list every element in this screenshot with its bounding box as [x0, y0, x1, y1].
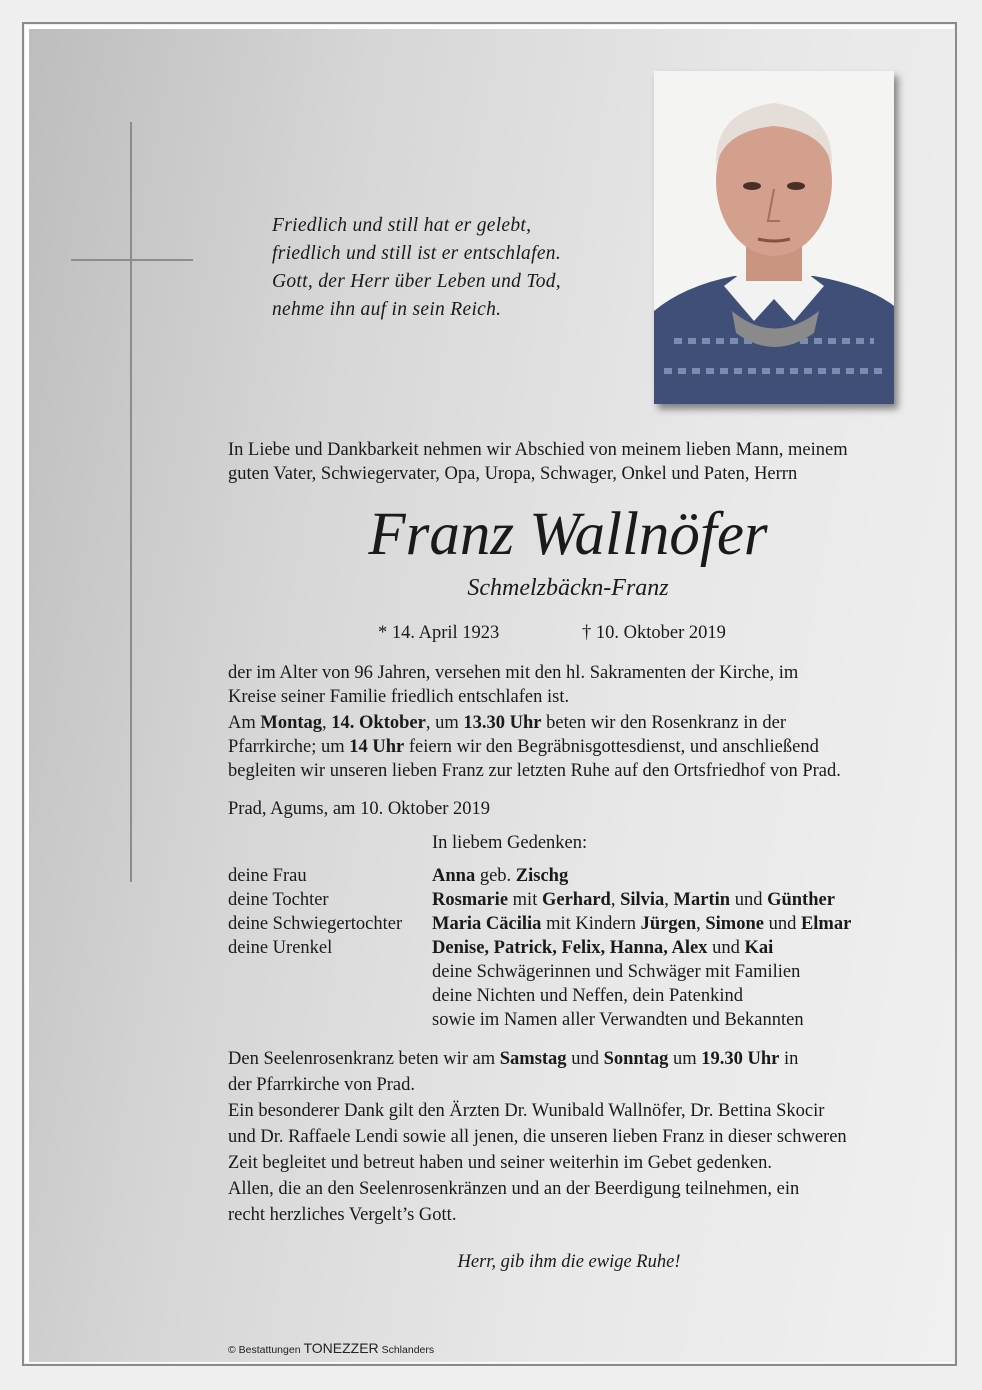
n: Rosmarie	[432, 890, 509, 910]
family-labels	[228, 864, 402, 960]
family-row: deine Nichten und Neffen, dein Patenkind	[432, 986, 743, 1006]
family-label: deine Urenkel	[228, 938, 333, 958]
cross-icon-horizontal	[71, 259, 193, 261]
age-text	[228, 661, 910, 709]
closing-prayer: Herr, gib ihm die ewige Ruhe!	[457, 1252, 681, 1272]
t: Am	[228, 713, 261, 733]
service-text	[228, 711, 910, 783]
t: und	[707, 938, 745, 958]
birth-date: * 14. April 1923	[378, 623, 500, 643]
n: Gerhard	[541, 890, 611, 910]
service-day: Montag	[260, 713, 323, 733]
t: und	[730, 890, 768, 910]
closing-text	[228, 1046, 910, 1228]
intro-line: guten Vater, Schwiegervater, Opa, Uropa, Schwager, Onkel und Paten, Herrn	[228, 464, 798, 484]
text-line	[228, 1046, 910, 1072]
family-row: deine Schwägerinnen und Schwäger mit Familien	[432, 962, 801, 982]
t: , um	[425, 713, 464, 733]
t: Pfarrkirche; um	[228, 737, 350, 757]
portrait-photo	[654, 71, 894, 404]
quote-line: friedlich und still ist er entschlafen.	[272, 243, 562, 264]
text-line: Ein besonderer Dank gilt den Ärzten Dr. Wunibald Wallnöfer, Dr. Bettina Skocir	[228, 1101, 825, 1121]
t: geb.	[475, 866, 516, 886]
n: Zischg	[515, 866, 569, 886]
text-line: der im Alter von 96 Jahren, versehen mit den hl. Sakramenten der Kirche, im	[228, 663, 799, 683]
quote-line: Gott, der Herr über Leben und Tod,	[272, 271, 561, 292]
rosary-time: 13.30 Uhr	[463, 713, 542, 733]
n: Maria Cäcilia	[432, 914, 542, 934]
family-row	[432, 936, 851, 960]
t: mit Kindern	[541, 914, 641, 934]
family-row	[432, 912, 851, 936]
t: mit	[508, 890, 542, 910]
n: Martin	[673, 890, 731, 910]
mass-time: 14 Uhr	[349, 737, 405, 757]
text-line	[228, 735, 910, 759]
t: beten wir den Rosenkranz in der	[541, 713, 787, 733]
family-row: sowie im Namen aller Verwandten und Bekannten	[432, 1010, 804, 1030]
t: © Bestattungen	[228, 1344, 304, 1356]
footer-credit	[228, 1340, 434, 1356]
intro-text	[228, 438, 910, 486]
text-line: Zeit begleitet und betreut haben und seiner weiterhin im Gebet gedenken.	[228, 1153, 773, 1173]
family-label: deine Frau	[228, 866, 307, 886]
quote-line: Friedlich und still hat er gelebt,	[272, 215, 532, 236]
n: Jürgen	[640, 914, 697, 934]
n: Anna	[432, 866, 476, 886]
t: um	[668, 1049, 702, 1069]
funeral-home-brand: TONEZZER	[303, 1340, 379, 1356]
in-memory-heading: In liebem Gedenken:	[432, 833, 588, 853]
intro-line: In Liebe und Dankbarkeit nehmen wir Abschied von meinem lieben Mann, meinem	[228, 440, 848, 460]
text-line: recht herzliches Vergelt’s Gott.	[228, 1205, 457, 1225]
t: und	[566, 1049, 604, 1069]
service-date: 14. Oktober	[331, 713, 426, 733]
n: Denise, Patrick, Felix, Hanna, Alex	[432, 938, 708, 958]
quote-line: nehme ihn auf in sein Reich.	[272, 299, 502, 320]
text-line: und Dr. Raffaele Lendi sowie all jenen, die unseren lieben Franz in dieser schweren	[228, 1127, 847, 1147]
n: Samstag	[499, 1049, 567, 1069]
quote	[272, 212, 561, 324]
nickname: Schmelzbäckn-Franz	[467, 575, 669, 601]
t: ,	[322, 713, 332, 733]
family-names	[432, 864, 851, 1032]
text-line: begleiten wir unseren lieben Franz zur letzten Ruhe auf den Ortsfriedhof von Prad.	[228, 761, 841, 781]
family-label: deine Tochter	[228, 890, 329, 910]
t: ,	[610, 890, 621, 910]
family-row	[432, 864, 851, 888]
deceased-name: Franz Wallnöfer	[368, 501, 768, 568]
n: Elmar	[800, 914, 852, 934]
t: ,	[696, 914, 706, 934]
n: 19.30 Uhr	[701, 1049, 780, 1069]
text-line: Allen, die an den Seelenrosenkränzen und an der Beerdigung teilnehmen, ein	[228, 1179, 800, 1199]
family-label: deine Schwiegertochter	[228, 914, 403, 934]
n: Silvia	[620, 890, 665, 910]
text-line: Kreise seiner Familie friedlich entschlafen ist.	[228, 687, 570, 707]
family-row	[432, 888, 851, 912]
text-line	[228, 711, 910, 735]
t: in	[779, 1049, 799, 1069]
place-date: Prad, Agums, am 10. Oktober 2019	[228, 799, 491, 819]
n: Simone	[705, 914, 764, 934]
t: ,	[664, 890, 674, 910]
t: Den Seelenrosenkranz beten wir am	[228, 1049, 500, 1069]
text-line: der Pfarrkirche von Prad.	[228, 1075, 415, 1095]
t: und	[763, 914, 801, 934]
t: Schlanders	[378, 1344, 435, 1356]
death-date: † 10. Oktober 2019	[582, 623, 726, 643]
n: Günther	[767, 890, 835, 910]
n: Sonntag	[603, 1049, 669, 1069]
n: Kai	[744, 938, 774, 958]
t: feiern wir den Begräbnisgottesdienst, und anschließend	[404, 737, 819, 757]
